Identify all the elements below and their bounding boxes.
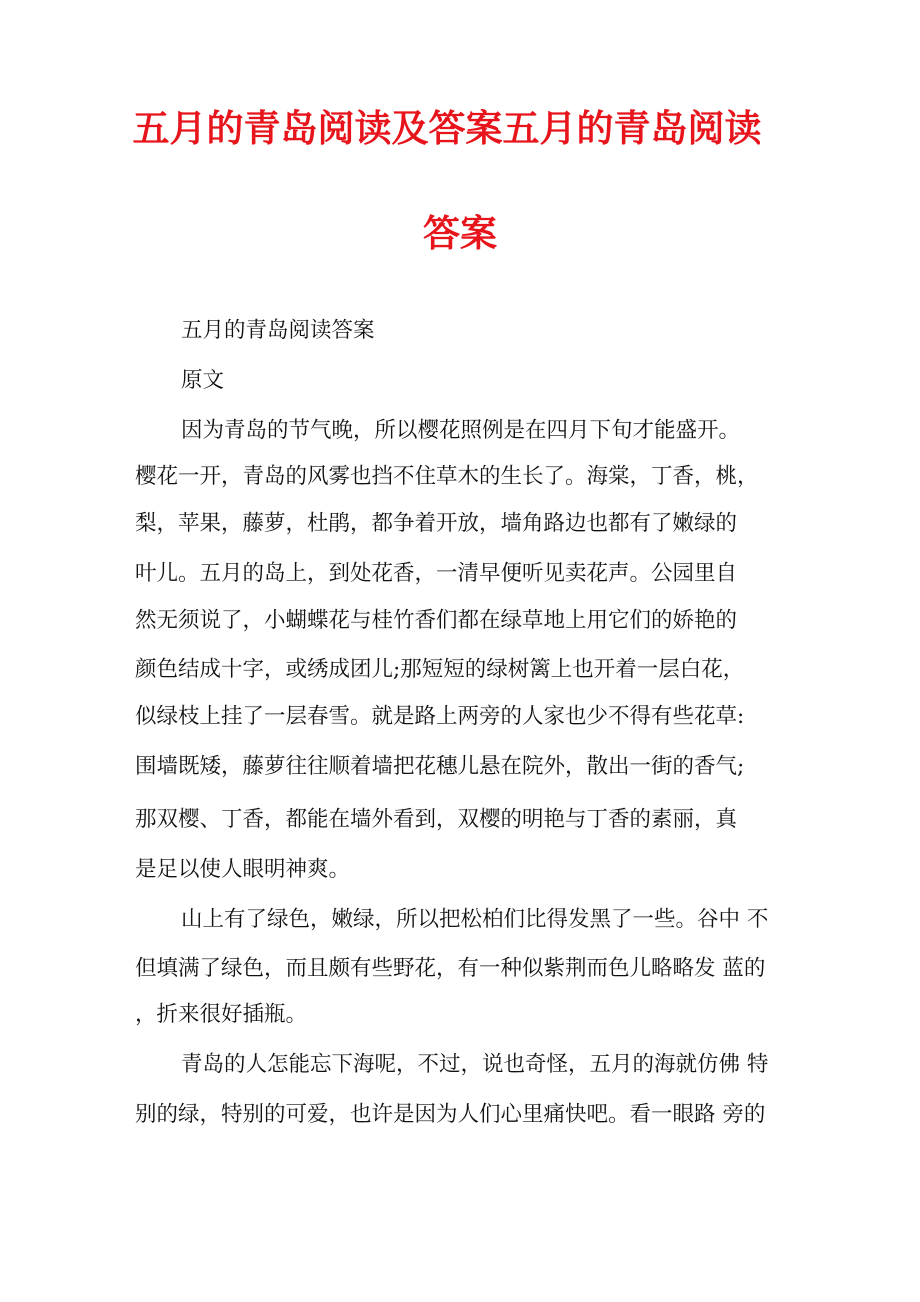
document-title-line-1: 五月的青岛阅读及答案五月的青岛阅读 — [132, 107, 762, 150]
paragraph-2-line: 山上有了绿色，嫩绿，所以把松柏们比得发黑了一些。谷中 不 — [181, 907, 769, 932]
paragraph-1-line: 叶儿。五月的岛上，到处花香，一清早便听见卖花声。公园里自 — [135, 561, 738, 586]
paragraph-1-line: 那双樱、丁香，都能在墙外看到，双樱的明艳与丁香的素丽，真 — [135, 807, 738, 832]
document-subtitle: 五月的青岛阅读答案 — [181, 318, 375, 343]
paragraph-1-line: 梨，苹果，藤萝，杜鹃，都争着开放，墙角路边也都有了嫩绿的 — [135, 511, 738, 536]
paragraph-1-line: 围墙既矮，藤萝往往顺着墙把花穗儿悬在院外，散出一街的香气; — [135, 754, 745, 779]
paragraph-1-line: 因为青岛的节气晚，所以樱花照例是在四月下旬才能盛开。 — [181, 418, 741, 443]
paragraph-3-line: 青岛的人怎能忘下海呢，不过，说也奇怪，五月的海就仿佛 特 — [181, 1052, 769, 1077]
paragraph-1-line: 然无须说了，小蝴蝶花与桂竹香们都在绿草地上用它们的娇艳的 — [135, 608, 738, 633]
document-title-line-2: 答案 — [423, 212, 497, 255]
paragraph-3-line: 别的绿，特别的可爱，也许是因为人们心里痛快吧。看一眼路 旁的 — [135, 1102, 766, 1127]
paragraph-1-line: 樱花一开，青岛的风雾也挡不住草木的生长了。海棠，丁香，桃， — [135, 464, 759, 489]
paragraph-1-line: 是足以使人眼明神爽。 — [135, 857, 351, 882]
paragraph-1-line: 似绿枝上挂了一层春雪。就是路上两旁的人家也少不得有些花草: — [135, 704, 745, 729]
paragraph-1-line: 颜色结成十字，或绣成团儿;那短短的绿树篱上也开着一层白花， — [135, 657, 745, 682]
paragraph-2-line: ，折来很好插瓶。 — [135, 1002, 308, 1027]
section-label: 原文 — [181, 368, 225, 393]
paragraph-2-line: 但填满了绿色，而且颇有些野花，有一种似紫荆而色儿略略发 蓝的 — [135, 956, 766, 981]
